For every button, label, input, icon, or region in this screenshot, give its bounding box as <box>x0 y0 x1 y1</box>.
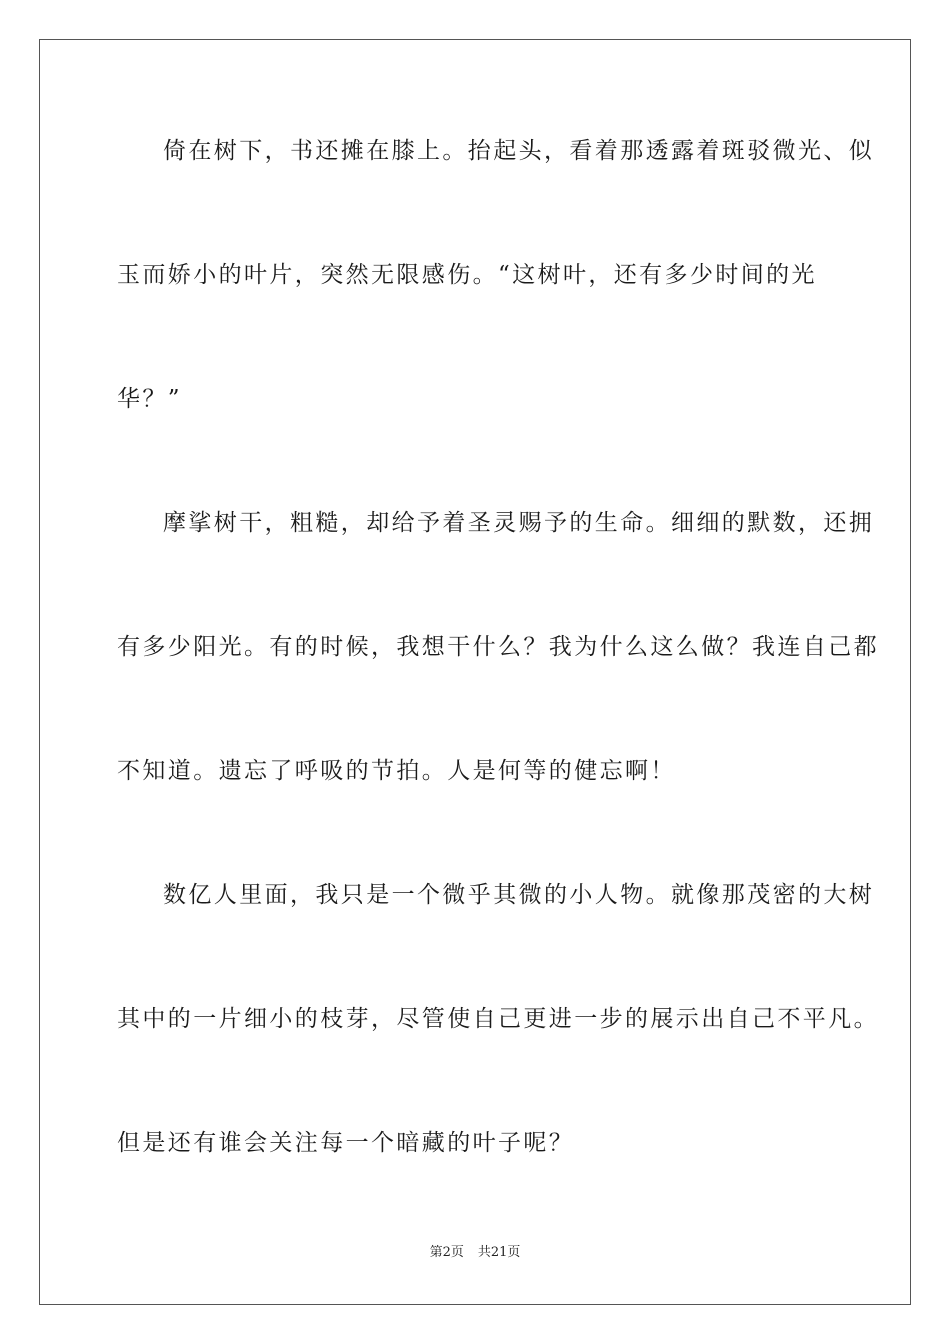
paragraph-1-line-3: 华？” <box>117 386 182 412</box>
paragraph-1-line-2: 玉而娇小的叶片，突然无限感伤。“这树叶，还有多少时间的光 <box>117 262 817 288</box>
paragraph-2-line-3: 不知道。遗忘了呼吸的节拍。人是何等的健忘啊！ <box>117 758 676 784</box>
paragraph-1-line-1: 倚在树下，书还摊在膝上。抬起头，看着那透露着斑驳微光、似 <box>163 138 875 164</box>
paragraph-2-line-1: 摩挲树干，粗糙，却给予着圣灵赐予的生命。细细的默数，还拥 <box>163 510 875 536</box>
page-number: 第2页 <box>429 1245 464 1260</box>
paragraph-2-line-2: 有多少阳光。有的时候，我想干什么？我为什么这么做？我连自己都 <box>117 634 879 660</box>
paragraph-3-line-1: 数亿人里面，我只是一个微乎其微的小人物。就像那茂密的大树 <box>163 882 875 908</box>
page-border <box>39 39 911 1305</box>
paragraph-3-line-3: 但是还有谁会关注每一个暗藏的叶子呢？ <box>117 1130 575 1156</box>
page-total: 共21页 <box>477 1245 521 1260</box>
page-footer <box>0 1244 950 1262</box>
paragraph-3-line-2: 其中的一片细小的枝芽，尽管使自己更进一步的展示出自己不平凡。 <box>117 1006 879 1032</box>
